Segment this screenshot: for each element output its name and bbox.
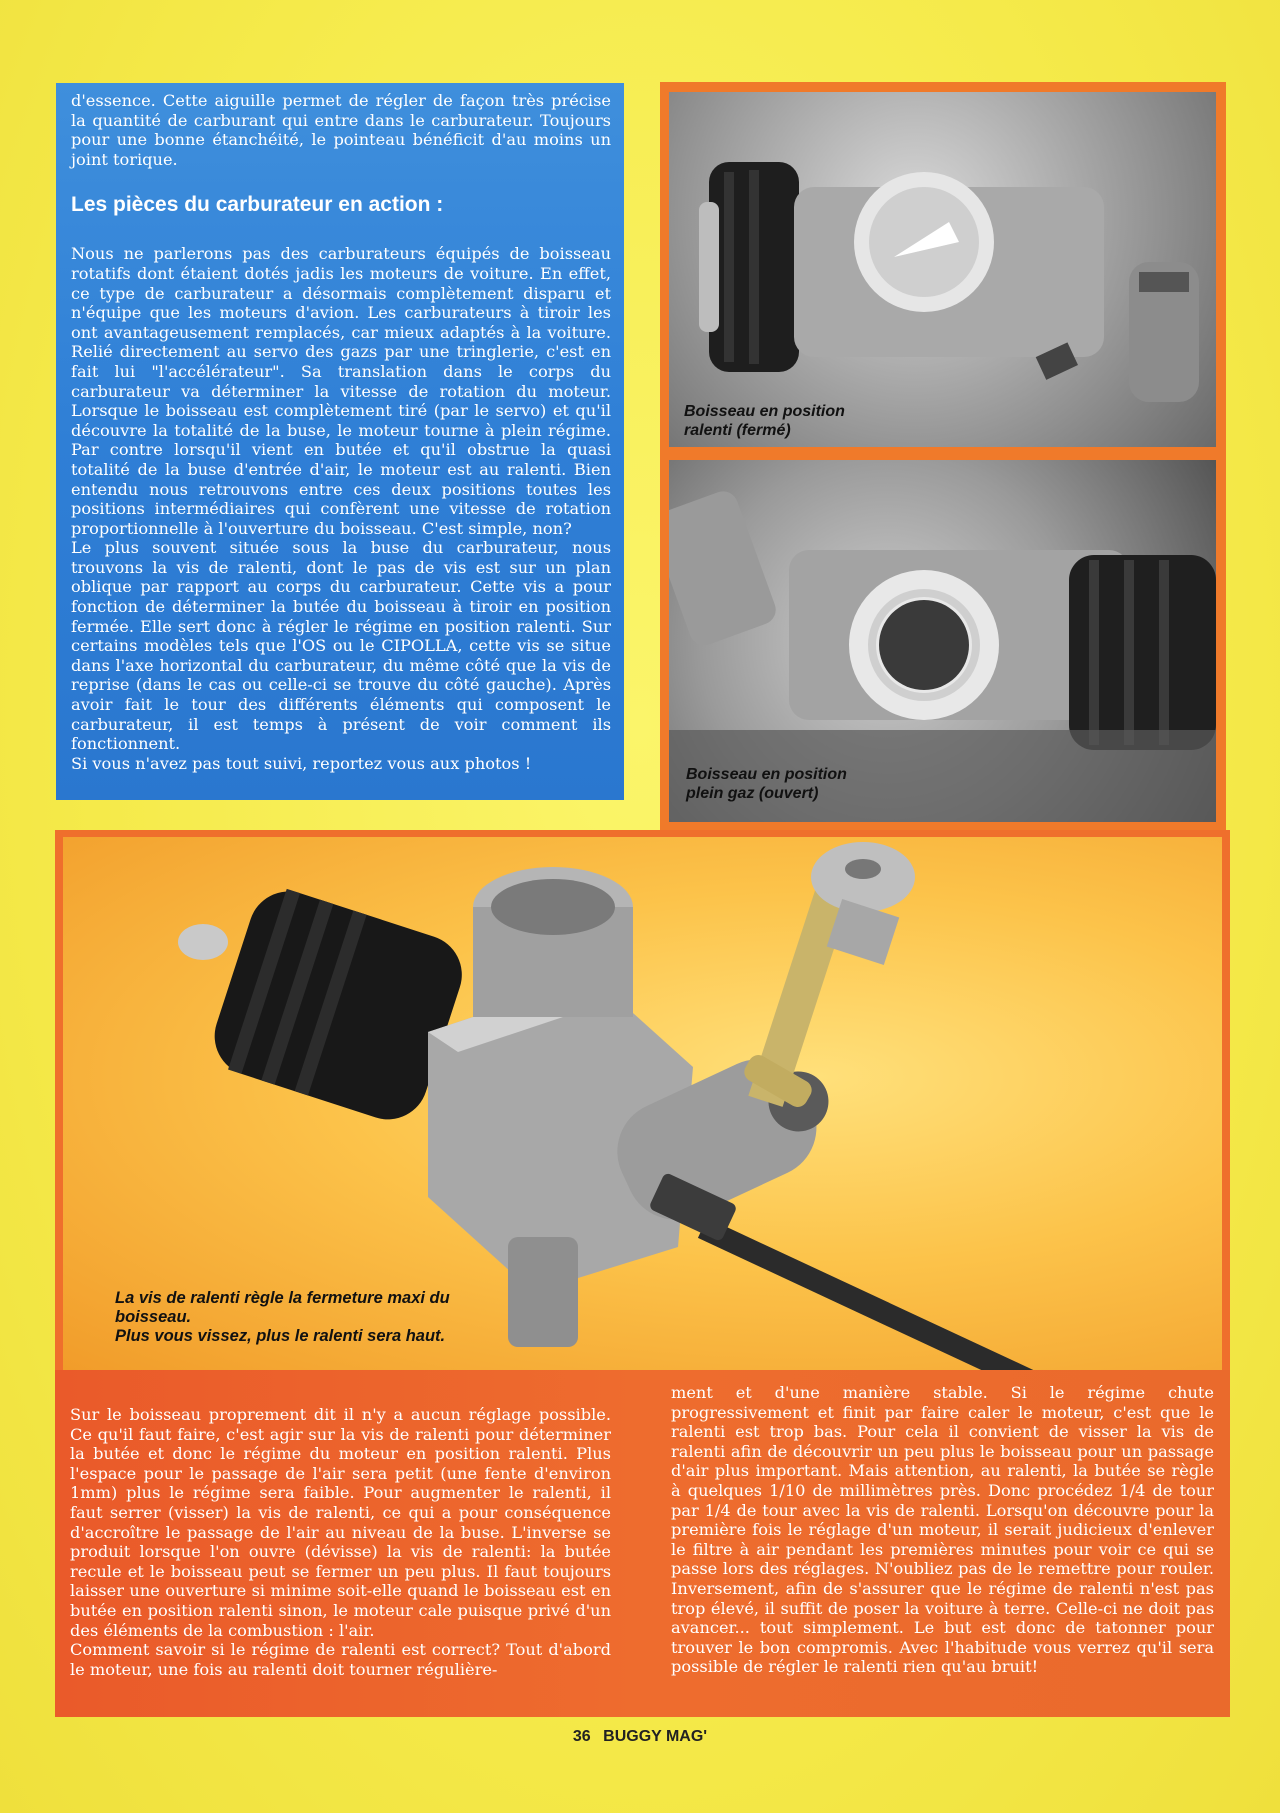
photo-carburetor-closed: [669, 92, 1216, 447]
photo-carburetor-open: [669, 460, 1216, 822]
caption-open: Boisseau en position plein gaz (ouvert): [686, 766, 847, 802]
bottom-paragraph-2: Comment savoir si le régime de ralenti est correct? Tout d'abord le moteur, une fois au ralenti doit tourner régulière-: [70, 1640, 611, 1679]
page-number: 36: [572, 1728, 591, 1745]
body-paragraph-2: Le plus souvent située sous la buse du carburateur, nous trouvons la vis de ralenti, dont le pas de vis est sur un plan oblique par rapport au corps du carburateur. Cette vis a pour fonction de déterminer la butée du boisseau à tiroir en position fermée. Elle sert donc à régler le régime en position ralenti. Sur certains modèles tels que l'OS ou le CIPOLLA, cette vis se situe dans l'axe horizontal du carburateur, du même côté que la vis de reprise (dans le cas ou celle-ci se trouve du côté gauche). Après avoir fait le tour des différents éléments qui composent le carburateur, il est temps à présent de voir comment ils fonctionnent.: [71, 538, 611, 754]
carburetor-closed-illustration: [669, 92, 1216, 447]
caption-idle-screw: [115, 1289, 475, 1346]
body-paragraph-1: Nous ne parlerons pas des carburateurs équipés de boisseau rotatifs dont étaient dotés jadis les moteurs de voiture. En effet, ce type de carburateur a désormais complètement disparu et n'équipe que les moteurs d'avion. Les carburateurs à tiroir les ont avantageusement remplacés, car mieux adaptés à la voiture. Relié directement au servo des gazs par une tringlerie, c'est en fait lui "l'accélérateur". Sa translation dans le corps du carburateur va déterminer la vitesse de rotation du moteur. Lorsque le boisseau est complètement tiré (par le servo) et qu'il découvre la totalité de la buse, le moteur tourne à plein régime. Par contre lorsqu'il vient en butée et qu'il obstrue la quasi totalité de la buse d'entrée d'air, le moteur est au ralenti. Bien entendu nous retrouvons entre ces deux positions toutes les positions intermédiaires qui confèrent une vitesse de rotation proportionnelle à l'ouverture du boisseau. C'est simple, non?: [71, 244, 611, 538]
large-photo-frame: [55, 830, 1230, 1370]
bottom-paragraph-1: Sur le boisseau proprement dit il n'y a aucun réglage possible. Ce qu'il faut faire, c'est agir sur la vis de ralenti pour déterminer la butée et donc le régime du moteur en position ralenti. Plus l'espace pour le passage de l'air sera petit (une fente d'environ 1mm) plus le régime sera faible. Pour augmenter le ralenti, il faut serrer (visser) la vis de ralenti, ce qui a pour conséquence d'accroître le passage de l'air au niveau de la buse. L'inverse se produit lorsque l'on ouvre (dévisse) la vis de ralenti: la butée recule et le boisseau peut se fermer un peu plus. Il faut toujours laisser une ouverture si minime soit-elle quand le boisseau est en butée en position ralenti sinon, le moteur cale puisque privé d'un des éléments de la combustion : l'air.: [70, 1405, 611, 1640]
page-footer: [0, 1728, 1280, 1746]
caption-idle-screw-line2: Plus vous vissez, plus le ralenti sera haut.: [115, 1327, 446, 1345]
photo-frame-right: [660, 82, 1226, 831]
caption-idle-screw-line1: La vis de ralenti règle la fermeture maxi du boisseau.: [115, 1289, 450, 1326]
intro-paragraph: d'essence. Cette aiguille permet de régler de façon très précise la quantité de carburant qui entre dans le carburateur. Toujours pour une bonne étanchéité, le pointeau bénéficit d'au moins un joint torique.: [71, 91, 611, 169]
sidebar-text-box: [56, 83, 624, 800]
bottom-paragraph-3: ment et d'une manière stable. Si le régime chute progressivement et finit par faire caler le moteur, c'est que le ralenti est trop bas. Pour cela il convient de visser la vis de ralenti afin de découvrir un peu plus le boisseau pour un passage d'air plus important. Mais attention, au ralenti, la butée se règle à quelques 1/10 de millimètres près. Donc procédez 1/4 de tour par 1/4 de tour avec la vis de ralenti. Lorsqu'on découvre pour la première fois le réglage d'un moteur, il serait judicieux d'enlever le filtre à air pendant les premières minutes pour voir ce qui se passe lors des réglages. N'oubliez pas de le remettre pour rouler. Inversement, afin de s'assurer que le régime de ralenti n'est pas trop élevé, il suffit de poser la voiture à terre. Celle-ci ne doit pas avancer... tout simplement. Le but est donc de tatonner pour trouver le bon compromis. Avec l'habitude vous verrez qu'il sera possible de régler le ralenti rien qu'au bruit!: [671, 1383, 1214, 1677]
caption-closed: Boisseau en position ralenti (fermé): [684, 403, 845, 439]
magazine-name: BUGGY MAG': [603, 1728, 708, 1745]
section-heading: Les pièces du carburateur en action :: [71, 193, 444, 217]
text-column-right: [671, 1383, 1214, 1677]
body-paragraph-3: Si vous n'avez pas tout suivi, reportez vous aux photos !: [71, 753, 532, 773]
photo-carburetor-idle-screw: [63, 837, 1222, 1370]
text-column-left: [70, 1405, 611, 1679]
bottom-text-box: [55, 1370, 1230, 1717]
